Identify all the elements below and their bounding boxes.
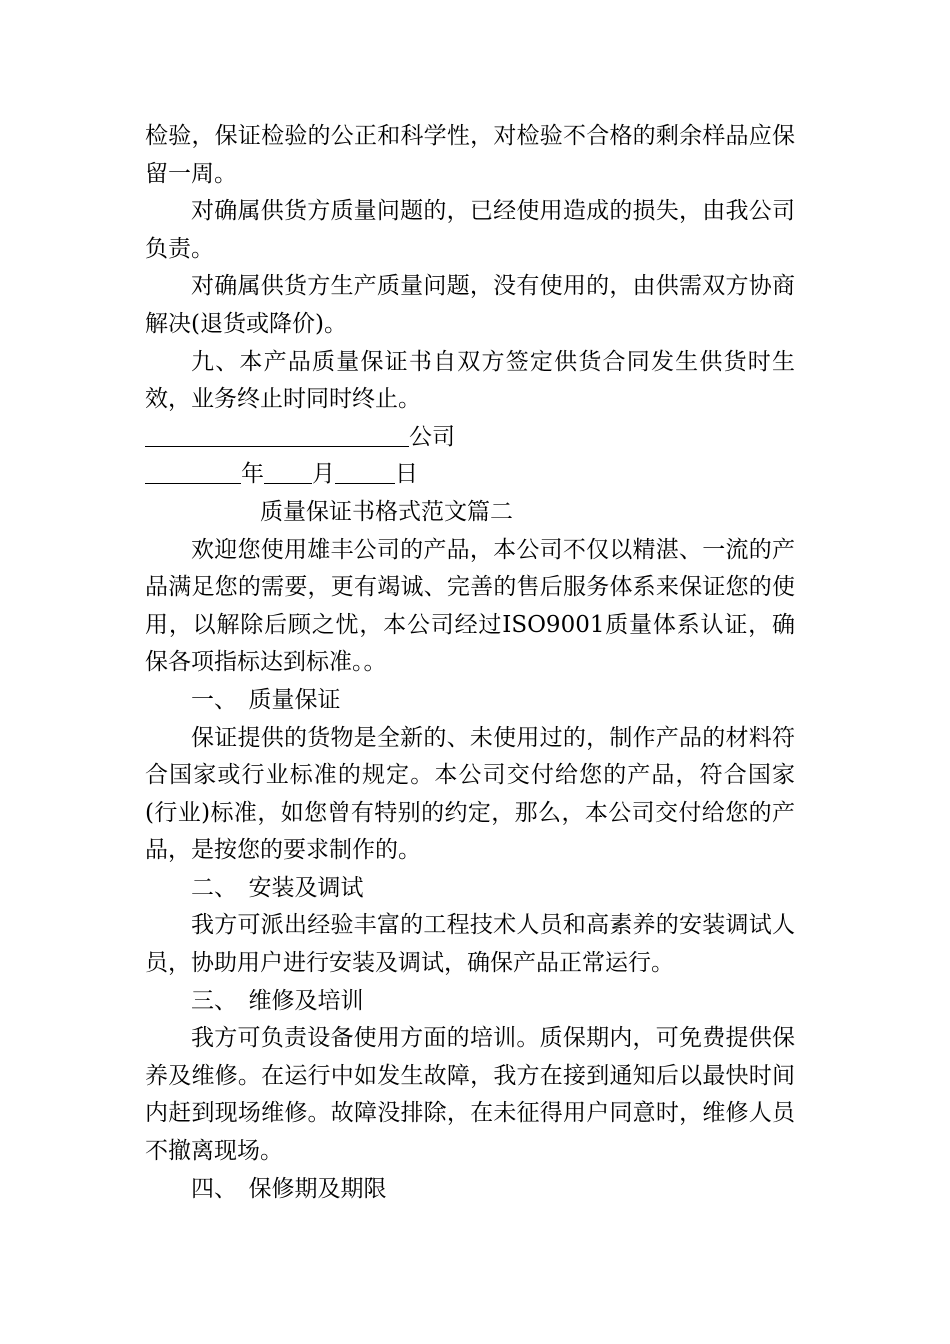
month-blank — [264, 456, 312, 484]
year-blank — [145, 456, 241, 484]
signature-company-line — [145, 419, 795, 457]
paragraph-inspection-retention: 检验，保证检验的公正和科学性，对检验不合格的剩余样品应保留一周。 — [145, 123, 795, 187]
paragraph-maintenance-training: 我方可负责设备使用方面的培训。质保期内，可免费提供保养及维修。在运行中如发生故障，我方在接到通知后以最快时间内赶到现场维修。故障没排除，在未征得用户同意时，维修人员不撤离现场。 — [145, 1025, 795, 1165]
paragraph-intro: 欢迎您使用雄丰公司的产品，本公司不仅以精湛、一流的产品满足您的需要，更有竭诚、完善的售后服务体系来保证您的使用，以解除后顾之忧，本公司经过ISO9001质量体系认证，确保各项指标达到标准。。 — [145, 536, 795, 676]
paragraph-effective-term: 九、本产品质量保证书自双方签定供货合同发生供货时生效，业务终止时同时终止。 — [145, 348, 795, 413]
paragraph-installation: 我方可派出经验丰富的工程技术人员和高素养的安装调试人员，协助用户进行安装及调试，确保产品正常运行。 — [145, 912, 795, 977]
paragraph-quality-guarantee: 保证提供的货物是全新的、未使用过的，制作产品的材料符合国家或行业标准的规定。本公司交付给您的产品，符合国家(行业)标准，如您曾有特别的约定，那么，本公司交付给您的产品，是按您的要求制作的。 — [145, 724, 795, 864]
section-title: 质量保证书格式范文篇二 — [260, 498, 513, 525]
paragraph-supplier-quality-loss: 对确属供货方质量问题的，已经使用造成的损失，由我公司负责。 — [145, 198, 795, 262]
paragraph-supplier-production-issue: 对确属供货方生产质量问题，没有使用的，由供需双方协商解决(退货或降价)。 — [145, 273, 795, 337]
day-label: 日 — [395, 461, 418, 488]
company-name-blank — [145, 419, 409, 447]
heading-warranty-period: 四、 保修期及期限 — [191, 1175, 387, 1202]
heading-quality-guarantee: 一、 质量保证 — [191, 686, 341, 713]
document-body — [145, 118, 795, 1208]
day-blank — [335, 456, 395, 484]
company-suffix: 公司 — [409, 423, 455, 450]
month-label: 月 — [312, 461, 335, 488]
heading-maintenance-training: 三、 维修及培训 — [191, 987, 364, 1014]
signature-date-line — [145, 456, 795, 494]
year-label: 年 — [241, 461, 264, 488]
heading-installation: 二、 安装及调试 — [191, 874, 364, 901]
